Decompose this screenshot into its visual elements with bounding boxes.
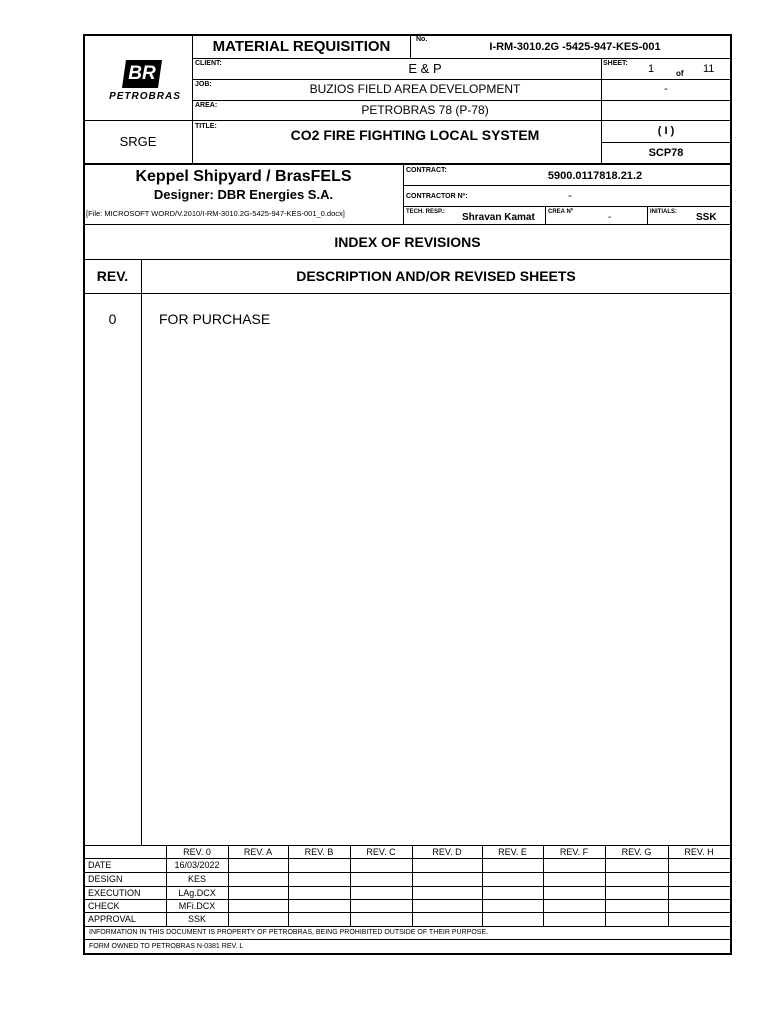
job-value: BUZIOS FIELD AREA DEVELOPMENT [309,82,521,96]
row-label-design: DESIGN [88,874,123,884]
initials-label: INITIALS: [650,209,677,215]
contractor-no-value: - [568,190,572,202]
doc-type: MATERIAL REQUISITION [212,38,391,55]
form-owner: FORM OWNED TO PETROBRAS N-0381 REV. L [89,943,244,950]
rev-col-header: REV. B [304,847,334,857]
sheet-label: SHEET: [603,60,628,67]
tech-resp-value: Shravan Kamat [462,212,535,223]
date-rev-0: 16/03/2022 [174,860,220,870]
contract-value: 5900.0117818.21.2 [547,170,643,182]
client-value: E & P [408,61,442,76]
area-label: AREA: [195,102,218,109]
index-row-rev: 0 [108,311,117,327]
index-col-rev: REV. [96,268,129,284]
contract-label: CONTRACT: [406,167,447,174]
rev-col-header: REV. C [366,847,396,857]
execution-rev-0: LAg.DCX [178,888,216,898]
logo-letters: BR [128,63,156,84]
approval-rev-0: SSK [187,914,206,924]
file-path: [File: MICROSOFT WORD/V.2010/I-RM-3010.2G-5425-947-KES-001_0.docx] [86,209,345,218]
rev-col-header: REV. F [559,847,589,857]
index-heading: INDEX OF REVISIONS [334,234,481,250]
rev-col-header: REV. E [498,847,527,857]
crea-label: CREA Nº [548,209,573,215]
sheet-of: of [676,69,684,78]
dept-code: SRGE [119,134,157,149]
design-rev-0: KES [187,874,206,884]
client-label: CLIENT: [195,60,222,67]
crea-value: - [608,212,612,223]
company-line-1: Keppel Shipyard / BrasFELS [135,168,352,185]
rev-col-header: REV. G [621,847,652,857]
petrobras-logo [104,60,186,106]
rev-col-header: REV. D [432,847,462,857]
project-code: SCP78 [648,147,684,159]
title-label: TITLE: [195,123,217,130]
row-label-check: CHECK [88,901,120,911]
company-line-2: Designer: DBR Energies S.A. [153,187,334,202]
rev-col-header: REV. A [243,847,273,857]
check-rev-0: MFi.DCX [178,901,216,911]
contractor-no-label: CONTRACTOR Nº: [406,193,468,200]
row-label-date: DATE [88,860,112,870]
area-value: PETROBRAS 78 (P-78) [361,103,489,117]
job-right-value: - [664,83,668,95]
no-label: No. [416,36,428,43]
property-notice: INFORMATION IN THIS DOCUMENT IS PROPERTY OF PETROBRAS, BEING PROHIBITED OUTSIDE OF THEIR PURPOSE. [89,929,489,936]
index-row-desc: FOR PURCHASE [159,311,271,327]
doc-number: I-RM-3010.2G -5425-947-KES-001 [489,41,661,53]
sheet-number: 1 [648,63,655,75]
sheet-total: 11 [703,63,715,75]
initials-value: SSK [696,212,717,223]
tech-resp-label: TECH. RESP.: [406,209,445,215]
index-col-desc: DESCRIPTION AND/OR REVISED SHEETS [296,268,576,284]
row-label-approval: APPROVAL [88,914,136,924]
logo-name: PETROBRAS [109,91,181,102]
rev-col-header: REV. H [684,847,714,857]
job-label: JOB: [195,81,212,88]
row-label-execution: EXECUTION [88,888,141,898]
classification: ( I ) [657,125,675,137]
rev-col-header: REV. 0 [183,847,211,857]
document-title: CO2 FIRE FIGHTING LOCAL SYSTEM [290,127,540,143]
